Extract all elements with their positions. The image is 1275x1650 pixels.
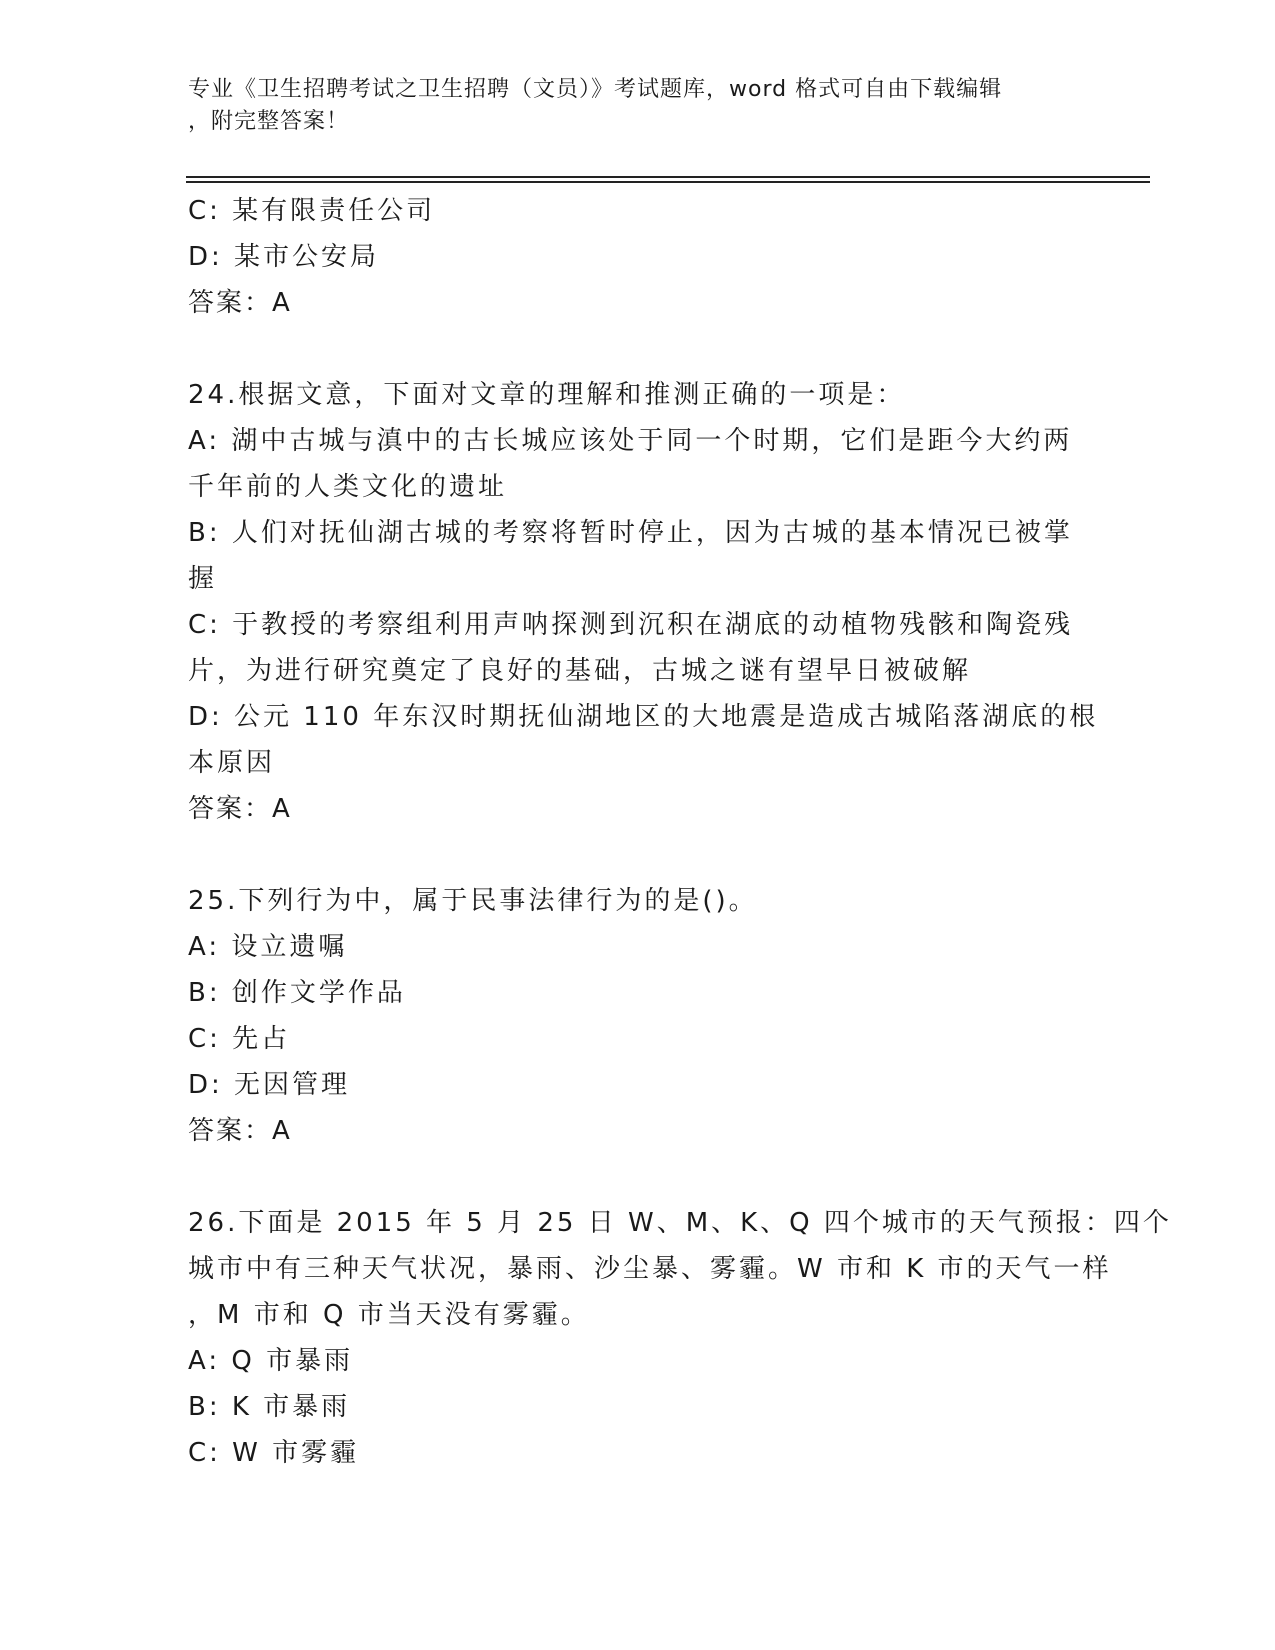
answer: 答案：A xyxy=(188,1116,292,1146)
option-d: D: 公元 110 年东汉时期抚仙湖地区的大地震是造成古城陷落湖底的根 xyxy=(188,702,1099,732)
option-d: D: 某市公安局 xyxy=(188,242,380,272)
header-title-line-2: ，附完整答案！ xyxy=(188,109,350,134)
option-b: B: 人们对抚仙湖古城的考察将暂时停止，因为古城的基本情况已被掌 xyxy=(188,518,1073,548)
header-divider-bottom xyxy=(186,181,1150,183)
question-stem: 26.下面是 2015 年 5 月 25 日 W、M、K、Q 四个城市的天气预报：四个 xyxy=(188,1208,1172,1238)
question-24 xyxy=(188,372,1099,832)
spacer xyxy=(188,1154,1088,1200)
question-stem-continued: 城市中有三种天气状况，暴雨、沙尘暴、雾霾。W 市和 K 市的天气一样 xyxy=(188,1254,1112,1284)
option-a: A: Q 市暴雨 xyxy=(188,1346,354,1376)
option-c: C: 于教授的考察组利用声呐探测到沉积在湖底的动植物残骸和陶瓷残 xyxy=(188,610,1074,640)
option-c: C: 先占 xyxy=(188,1024,291,1054)
header-divider-top xyxy=(186,176,1150,178)
question-stem: 25.下列行为中，属于民事法律行为的是()。 xyxy=(188,886,758,916)
question-26 xyxy=(188,1200,1172,1476)
option-a-continued: 千年前的人类文化的遗址 xyxy=(188,472,508,502)
option-d-continued: 本原因 xyxy=(188,748,276,778)
option-b: B: 创作文学作品 xyxy=(188,978,406,1008)
option-a: A: 设立遗嘱 xyxy=(188,932,348,962)
previous-question-tail xyxy=(188,188,1088,326)
option-d: D: 无因管理 xyxy=(188,1070,351,1100)
spacer xyxy=(188,326,1088,372)
option-b: B: K 市暴雨 xyxy=(188,1392,351,1422)
option-c: C: W 市雾霾 xyxy=(188,1438,360,1468)
page-header xyxy=(188,74,1068,138)
header-title-line-1: 专业《卫生招聘考试之卫生招聘（文员）》考试题库，word 格式可自由下载编辑 xyxy=(188,77,1003,102)
spacer xyxy=(188,832,1088,878)
option-b-continued: 握 xyxy=(188,564,218,594)
question-stem-continued: ，M 市和 Q 市当天没有雾霾。 xyxy=(188,1300,590,1330)
question-content xyxy=(188,188,1172,1476)
question-stem: 24.根据文意，下面对文章的理解和推测正确的一项是： xyxy=(188,380,906,410)
option-a: A: 湖中古城与滇中的古长城应该处于同一个时期，它们是距今大约两 xyxy=(188,426,1073,456)
question-25 xyxy=(188,878,1088,1154)
option-c-continued: 片，为进行研究奠定了良好的基础，古城之谜有望早日被破解 xyxy=(188,656,972,686)
answer: 答案：A xyxy=(188,794,292,824)
option-c: C: 某有限责任公司 xyxy=(188,196,436,226)
answer: 答案：A xyxy=(188,288,292,318)
